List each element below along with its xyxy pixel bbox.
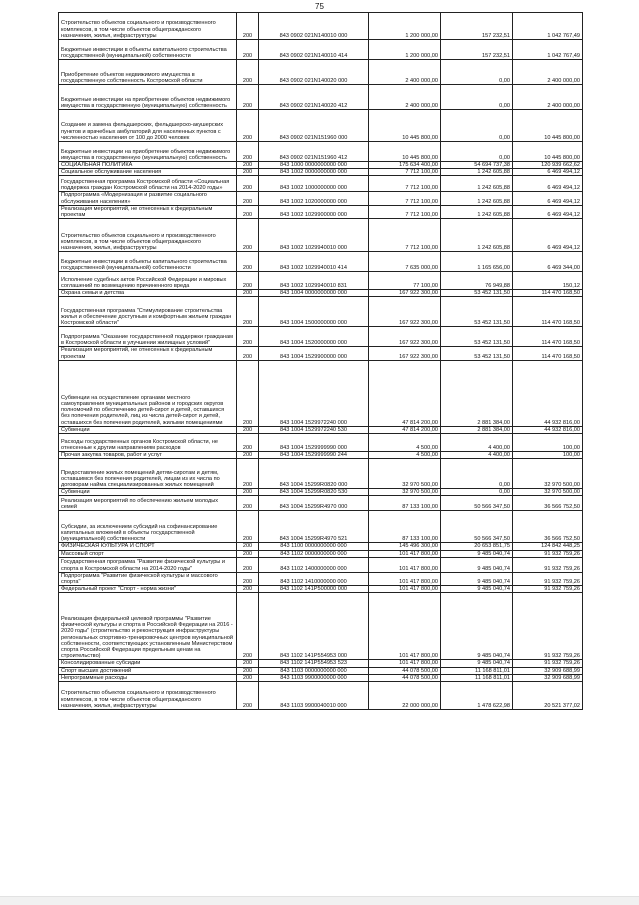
row-name-cell: Приобретение объектов недвижимого имущества в государственную собственность Костромской области: [59, 60, 237, 85]
row-remainder-cell: 91 932 759,26: [513, 593, 583, 660]
row-exec-cell: 53 452 131,50: [441, 290, 513, 297]
row-ved-cell: 200: [237, 426, 259, 433]
row-code-cell: 843 1002 1029940010 414: [259, 252, 369, 272]
row-ved-cell: 200: [237, 572, 259, 585]
row-name-cell: Реализация мероприятий, не отнесенных к федеральным проектам: [59, 205, 237, 218]
row-ved-cell: 200: [237, 496, 259, 511]
table-row: [59, 327, 583, 347]
row-code-cell: 843 1004 1529999990 000: [259, 434, 369, 452]
row-exec-cell: 1 242 605,88: [441, 205, 513, 218]
row-ved-cell: 200: [237, 586, 259, 593]
row-ved-cell: 200: [237, 667, 259, 674]
row-remainder-cell: 6 469 494,12: [513, 219, 583, 252]
row-name-cell: Расходы государственных органов Костромской области, не отнесенные к другим направлениям расходов: [59, 434, 237, 452]
row-plan-cell: 7 712 100,00: [369, 205, 441, 218]
row-name-cell: Подпрограмма «Модернизация и развитие социального обслуживания населения»: [59, 192, 237, 205]
row-name-cell: Реализация мероприятий, не отнесенных к федеральным проектам: [59, 347, 237, 360]
table-row: [59, 297, 583, 327]
row-plan-cell: 4 500,00: [369, 434, 441, 452]
row-remainder-cell: 6 469 494,12: [513, 176, 583, 192]
row-remainder-cell: 1 042 767,49: [513, 40, 583, 60]
row-code-cell: 843 1004 1500000000 000: [259, 297, 369, 327]
row-remainder-cell: 10 445 800,00: [513, 110, 583, 142]
row-ved-cell: 200: [237, 40, 259, 60]
row-exec-cell: 9 485 040,74: [441, 586, 513, 593]
row-code-cell: 843 1103 9900000000 000: [259, 674, 369, 681]
table-row: [59, 426, 583, 433]
row-name-cell: Реализация федеральной целевой программы "Развитие физической культуры и спорта в Российской Федерации на 2016 - 2020 годы" (строительство и реконструкция инфраструктуры региональных спортивно-тренировочных центров муниципальной собственности, соответствующих установленным Министерством спорта Российской Федерации предельным ценам на строительство): [59, 593, 237, 660]
row-exec-cell: 2 881 384,00: [441, 360, 513, 426]
row-name-cell: Охрана семьи и детства: [59, 290, 237, 297]
row-code-cell: 843 0902 021N151960 000: [259, 110, 369, 142]
row-remainder-cell: 36 566 752,50: [513, 511, 583, 543]
row-remainder-cell: 150,12: [513, 272, 583, 290]
row-name-cell: Бюджетные инвестиции на приобретение объектов недвижимого имущества в государственную (муниципальную) собственность: [59, 142, 237, 162]
row-ved-cell: 200: [237, 13, 259, 40]
row-exec-cell: 1 242 605,88: [441, 192, 513, 205]
row-plan-cell: 1 200 000,00: [369, 40, 441, 60]
row-exec-cell: 0,00: [441, 142, 513, 162]
row-code-cell: 843 1102 1410000000 000: [259, 572, 369, 585]
row-name-cell: Государственная программа "Стимулирование строительства жилья и обеспечение доступным и комфортным жильем граждан Костромской области": [59, 297, 237, 327]
table-row: [59, 543, 583, 550]
row-code-cell: 843 0902 021N140020 000: [259, 60, 369, 85]
row-name-cell: Создание и замена фельдшерских, фельдшерско-акушерских пунктов и врачебных амбулаторий для населенных пунктов с численностью населения от 100 до 2000 человек: [59, 110, 237, 142]
row-code-cell: 843 1004 1529999990 244: [259, 452, 369, 459]
row-code-cell: 843 0902 021N140010 414: [259, 40, 369, 60]
row-plan-cell: 47 814 200,00: [369, 426, 441, 433]
row-code-cell: 843 1102 141P554953 000: [259, 593, 369, 660]
row-plan-cell: 1 200 000,00: [369, 13, 441, 40]
table-row: [59, 572, 583, 585]
row-code-cell: 843 1002 1029940010 000: [259, 219, 369, 252]
row-plan-cell: 4 500,00: [369, 452, 441, 459]
table-row: [59, 557, 583, 572]
row-exec-cell: 0,00: [441, 459, 513, 489]
row-ved-cell: 200: [237, 85, 259, 110]
row-ved-cell: 200: [237, 162, 259, 169]
row-exec-cell: 0,00: [441, 489, 513, 496]
row-remainder-cell: 10 445 800,00: [513, 142, 583, 162]
row-remainder-cell: 32 970 500,00: [513, 459, 583, 489]
table-row: [59, 682, 583, 710]
row-ved-cell: 200: [237, 60, 259, 85]
row-name-cell: Массовый спорт: [59, 550, 237, 557]
row-name-cell: Подпрограмма "Оказание государственной поддержки гражданам в Костромской области в улучшении жилищных условий": [59, 327, 237, 347]
row-remainder-cell: 20 521 377,02: [513, 682, 583, 710]
row-ved-cell: 200: [237, 272, 259, 290]
row-name-cell: Непрограммные расходы: [59, 674, 237, 681]
row-exec-cell: 2 881 384,00: [441, 426, 513, 433]
row-plan-cell: 2 400 000,00: [369, 60, 441, 85]
row-plan-cell: 167 922 300,00: [369, 347, 441, 360]
row-remainder-cell: 6 469 494,12: [513, 192, 583, 205]
row-code-cell: 843 0902 021N151960 412: [259, 142, 369, 162]
row-plan-cell: 167 922 300,00: [369, 297, 441, 327]
row-remainder-cell: 36 566 752,50: [513, 496, 583, 511]
row-name-cell: Предоставление жилых помещений детям-сиротам и детям, оставшимся без попечения родителей, лицам из их числа по договорам найма специализированных жилых помещений: [59, 459, 237, 489]
page-number: 75: [315, 2, 324, 11]
row-name-cell: Консолидированные субсидии: [59, 660, 237, 667]
row-ved-cell: 200: [237, 297, 259, 327]
row-remainder-cell: 32 909 688,99: [513, 674, 583, 681]
table-row: [59, 660, 583, 667]
table-row: [59, 205, 583, 218]
row-name-cell: ФИЗИЧЕСКАЯ КУЛЬТУРА И СПОРТ: [59, 543, 237, 550]
row-exec-cell: 50 566 347,50: [441, 496, 513, 511]
row-name-cell: Государственная программа Костромской области «Социальная поддержка граждан Костромской области на 2014-2020 годы»: [59, 176, 237, 192]
table-row: [59, 290, 583, 297]
row-plan-cell: 77 100,00: [369, 272, 441, 290]
row-ved-cell: 200: [237, 660, 259, 667]
table-row: [59, 40, 583, 60]
row-code-cell: 843 1102 0000000000 000: [259, 550, 369, 557]
row-remainder-cell: 124 842 448,25: [513, 543, 583, 550]
table-row: [59, 496, 583, 511]
row-code-cell: 843 1002 1000000000 000: [259, 176, 369, 192]
row-remainder-cell: 91 932 759,26: [513, 550, 583, 557]
row-exec-cell: 1 478 622,98: [441, 682, 513, 710]
row-remainder-cell: 2 400 000,00: [513, 60, 583, 85]
row-exec-cell: 53 452 131,50: [441, 297, 513, 327]
row-exec-cell: 157 232,51: [441, 40, 513, 60]
row-code-cell: 843 1004 0000000000 000: [259, 290, 369, 297]
row-exec-cell: 11 168 811,01: [441, 667, 513, 674]
row-ved-cell: 200: [237, 176, 259, 192]
row-code-cell: 843 1002 1029900000 000: [259, 205, 369, 218]
row-ved-cell: 200: [237, 327, 259, 347]
row-name-cell: Строительство объектов социального и производственного комплексов, в том числе объектов общегражданского назначения, жилья, инфраструктуры: [59, 13, 237, 40]
row-name-cell: Субвенции: [59, 489, 237, 496]
budget-table-body: [59, 13, 583, 710]
row-code-cell: 843 1102 1400000000 000: [259, 557, 369, 572]
row-remainder-cell: 120 939 662,62: [513, 162, 583, 169]
row-exec-cell: 1 242 605,88: [441, 219, 513, 252]
row-code-cell: 843 1102 141P500000 000: [259, 586, 369, 593]
table-row: [59, 667, 583, 674]
row-name-cell: Субсидии, за исключением субсидий на софинансирование капитальных вложений в объекты государственной (муниципальной) собственности: [59, 511, 237, 543]
row-code-cell: 843 0902 021N140020 412: [259, 85, 369, 110]
row-ved-cell: 200: [237, 290, 259, 297]
row-remainder-cell: 114 470 168,50: [513, 347, 583, 360]
row-ved-cell: 200: [237, 674, 259, 681]
row-ved-cell: 200: [237, 557, 259, 572]
row-name-cell: Реализация мероприятий по обеспечению жильем молодых семей: [59, 496, 237, 511]
row-code-cell: 843 1004 15299R0820 530: [259, 489, 369, 496]
row-remainder-cell: 91 932 759,26: [513, 586, 583, 593]
row-remainder-cell: 114 470 168,50: [513, 327, 583, 347]
row-code-cell: 843 1000 0000000000 000: [259, 162, 369, 169]
row-remainder-cell: 114 470 168,50: [513, 290, 583, 297]
row-exec-cell: 1 242 605,88: [441, 169, 513, 176]
table-row: [59, 219, 583, 252]
row-name-cell: Социальное обслуживание населения: [59, 169, 237, 176]
row-name-cell: Бюджетные инвестиции на приобретение объектов недвижимого имущества в государственную (муниципальную) собственность: [59, 85, 237, 110]
row-exec-cell: 53 452 131,50: [441, 347, 513, 360]
row-plan-cell: 44 078 500,00: [369, 674, 441, 681]
row-exec-cell: 50 566 347,50: [441, 511, 513, 543]
table-row: [59, 252, 583, 272]
row-ved-cell: 200: [237, 543, 259, 550]
row-plan-cell: 7 712 100,00: [369, 169, 441, 176]
row-remainder-cell: 44 932 816,00: [513, 360, 583, 426]
table-row: [59, 586, 583, 593]
row-remainder-cell: 6 469 494,12: [513, 169, 583, 176]
row-ved-cell: 200: [237, 489, 259, 496]
row-remainder-cell: 114 470 168,50: [513, 297, 583, 327]
row-exec-cell: 20 653 851,75: [441, 543, 513, 550]
row-plan-cell: 101 417 800,00: [369, 572, 441, 585]
row-ved-cell: 200: [237, 682, 259, 710]
row-plan-cell: 32 970 500,00: [369, 489, 441, 496]
row-plan-cell: 7 712 100,00: [369, 176, 441, 192]
row-plan-cell: 87 133 100,00: [369, 496, 441, 511]
row-code-cell: 843 1100 0000000000 000: [259, 543, 369, 550]
row-code-cell: 843 1002 1029940010 831: [259, 272, 369, 290]
row-ved-cell: 200: [237, 347, 259, 360]
row-exec-cell: 1 242 605,88: [441, 176, 513, 192]
row-name-cell: Субвенции: [59, 426, 237, 433]
table-row: [59, 272, 583, 290]
row-remainder-cell: 100,00: [513, 452, 583, 459]
row-plan-cell: 87 133 100,00: [369, 511, 441, 543]
row-ved-cell: 200: [237, 434, 259, 452]
row-exec-cell: 4 400,00: [441, 452, 513, 459]
row-remainder-cell: 1 042 767,49: [513, 13, 583, 40]
row-exec-cell: 1 165 656,00: [441, 252, 513, 272]
table-row: [59, 162, 583, 169]
table-row: [59, 674, 583, 681]
row-name-cell: Государственная программа "Развитие физической культуры и спорта в Костромской области на 2014-2020 годы": [59, 557, 237, 572]
row-exec-cell: 0,00: [441, 60, 513, 85]
row-plan-cell: 101 417 800,00: [369, 593, 441, 660]
row-exec-cell: 157 232,51: [441, 13, 513, 40]
row-name-cell: Субвенции на осуществление органами местного самоуправления муниципальных районов и городских округов полномочий по обеспечению детей-сирот и детей, оставшихся без попечения родителей, лиц из числа детей-сирот и детей, оставшихся без попечения родителей, жилыми помещениями: [59, 360, 237, 426]
row-exec-cell: 54 694 737,38: [441, 162, 513, 169]
row-ved-cell: 200: [237, 192, 259, 205]
row-plan-cell: 101 417 800,00: [369, 660, 441, 667]
row-ved-cell: 200: [237, 169, 259, 176]
row-ved-cell: 200: [237, 142, 259, 162]
table-row: [59, 489, 583, 496]
row-code-cell: 843 1002 0000000000 000: [259, 169, 369, 176]
row-ved-cell: 200: [237, 360, 259, 426]
row-name-cell: Подпрограмма "Развитие физической культуры и массового спорта": [59, 572, 237, 585]
row-ved-cell: 200: [237, 252, 259, 272]
row-plan-cell: 167 922 300,00: [369, 290, 441, 297]
row-ved-cell: 200: [237, 110, 259, 142]
row-remainder-cell: 44 932 816,00: [513, 426, 583, 433]
row-plan-cell: 145 496 300,00: [369, 543, 441, 550]
row-ved-cell: 200: [237, 205, 259, 218]
row-plan-cell: 2 400 000,00: [369, 85, 441, 110]
row-remainder-cell: 91 932 759,26: [513, 660, 583, 667]
row-remainder-cell: 32 970 500,00: [513, 489, 583, 496]
row-ved-cell: 200: [237, 593, 259, 660]
row-exec-cell: 0,00: [441, 85, 513, 110]
row-code-cell: 843 1103 9900040010 000: [259, 682, 369, 710]
row-ved-cell: 200: [237, 511, 259, 543]
row-plan-cell: 10 445 800,00: [369, 142, 441, 162]
row-code-cell: 843 1103 0000000000 000: [259, 667, 369, 674]
row-plan-cell: 175 634 400,00: [369, 162, 441, 169]
row-code-cell: 843 1004 15299R0820 000: [259, 459, 369, 489]
row-code-cell: 843 1004 1529972240 000: [259, 360, 369, 426]
table-row: [59, 13, 583, 40]
row-exec-cell: 9 485 040,74: [441, 572, 513, 585]
budget-table: [58, 12, 583, 710]
row-code-cell: 843 1004 1529972240 530: [259, 426, 369, 433]
row-name-cell: Строительство объектов социального и производственного комплексов, в том числе объектов общегражданского назначения, жилья, инфраструктуры: [59, 219, 237, 252]
row-exec-cell: 11 168 811,01: [441, 674, 513, 681]
table-row: [59, 459, 583, 489]
table-row: [59, 176, 583, 192]
row-name-cell: Прочая закупка товаров, работ и услуг: [59, 452, 237, 459]
row-ved-cell: 200: [237, 459, 259, 489]
row-plan-cell: 22 000 000,00: [369, 682, 441, 710]
row-exec-cell: 76 949,88: [441, 272, 513, 290]
row-code-cell: 843 0902 021N140010 000: [259, 13, 369, 40]
row-code-cell: 843 1004 1520000000 000: [259, 327, 369, 347]
table-row: [59, 110, 583, 142]
row-plan-cell: 101 417 800,00: [369, 586, 441, 593]
row-name-cell: Спорт высших достижений: [59, 667, 237, 674]
table-row: [59, 511, 583, 543]
row-name-cell: Федеральный проект "Спорт - норма жизни": [59, 586, 237, 593]
row-remainder-cell: 91 932 759,26: [513, 557, 583, 572]
row-code-cell: 843 1004 15299R4970 521: [259, 511, 369, 543]
row-plan-cell: 32 970 500,00: [369, 459, 441, 489]
row-code-cell: 843 1102 141P554953 523: [259, 660, 369, 667]
table-row: [59, 192, 583, 205]
table-row: [59, 85, 583, 110]
viewer-bottom-strip: [0, 896, 639, 905]
row-exec-cell: 9 485 040,74: [441, 557, 513, 572]
row-plan-cell: 47 814 200,00: [369, 360, 441, 426]
row-ved-cell: 200: [237, 550, 259, 557]
row-exec-cell: 0,00: [441, 110, 513, 142]
row-plan-cell: 44 078 500,00: [369, 667, 441, 674]
row-plan-cell: 7 712 100,00: [369, 219, 441, 252]
table-row: [59, 452, 583, 459]
row-name-cell: Исполнение судебных актов Российской Федерации и мировых соглашений по возмещению причиненного вреда: [59, 272, 237, 290]
row-remainder-cell: 2 400 000,00: [513, 85, 583, 110]
row-code-cell: 843 1004 1529900000 000: [259, 347, 369, 360]
row-remainder-cell: 91 932 759,26: [513, 572, 583, 585]
row-plan-cell: 167 922 300,00: [369, 327, 441, 347]
row-exec-cell: 9 485 040,74: [441, 550, 513, 557]
row-ved-cell: 200: [237, 219, 259, 252]
row-plan-cell: 7 635 000,00: [369, 252, 441, 272]
row-remainder-cell: 100,00: [513, 434, 583, 452]
table-row: [59, 360, 583, 426]
row-remainder-cell: 32 909 688,99: [513, 667, 583, 674]
row-plan-cell: 101 417 800,00: [369, 557, 441, 572]
row-plan-cell: 10 445 800,00: [369, 110, 441, 142]
row-plan-cell: 101 417 800,00: [369, 550, 441, 557]
row-remainder-cell: 6 469 344,00: [513, 252, 583, 272]
table-row: [59, 169, 583, 176]
table-row: [59, 60, 583, 85]
row-code-cell: 843 1004 15299R4970 000: [259, 496, 369, 511]
table-row: [59, 550, 583, 557]
table-row: [59, 434, 583, 452]
table-row: [59, 347, 583, 360]
table-row: [59, 142, 583, 162]
row-exec-cell: 4 400,00: [441, 434, 513, 452]
row-name-cell: Бюджетные инвестиции в объекты капитального строительства государственной (муниципальной) собственности: [59, 40, 237, 60]
row-code-cell: 843 1002 1020000000 000: [259, 192, 369, 205]
row-plan-cell: 7 712 100,00: [369, 192, 441, 205]
row-exec-cell: 53 452 131,50: [441, 327, 513, 347]
row-exec-cell: 9 485 040,74: [441, 593, 513, 660]
row-name-cell: Бюджетные инвестиции в объекты капитального строительства государственной (муниципальной) собственности: [59, 252, 237, 272]
row-exec-cell: 9 485 040,74: [441, 660, 513, 667]
row-remainder-cell: 6 469 494,12: [513, 205, 583, 218]
row-ved-cell: 200: [237, 452, 259, 459]
row-name-cell: Строительство объектов социального и производственного комплексов, в том числе объектов общегражданского назначения, жилья, инфраструктуры: [59, 682, 237, 710]
row-name-cell: СОЦИАЛЬНАЯ ПОЛИТИКА: [59, 162, 237, 169]
table-row: [59, 593, 583, 660]
